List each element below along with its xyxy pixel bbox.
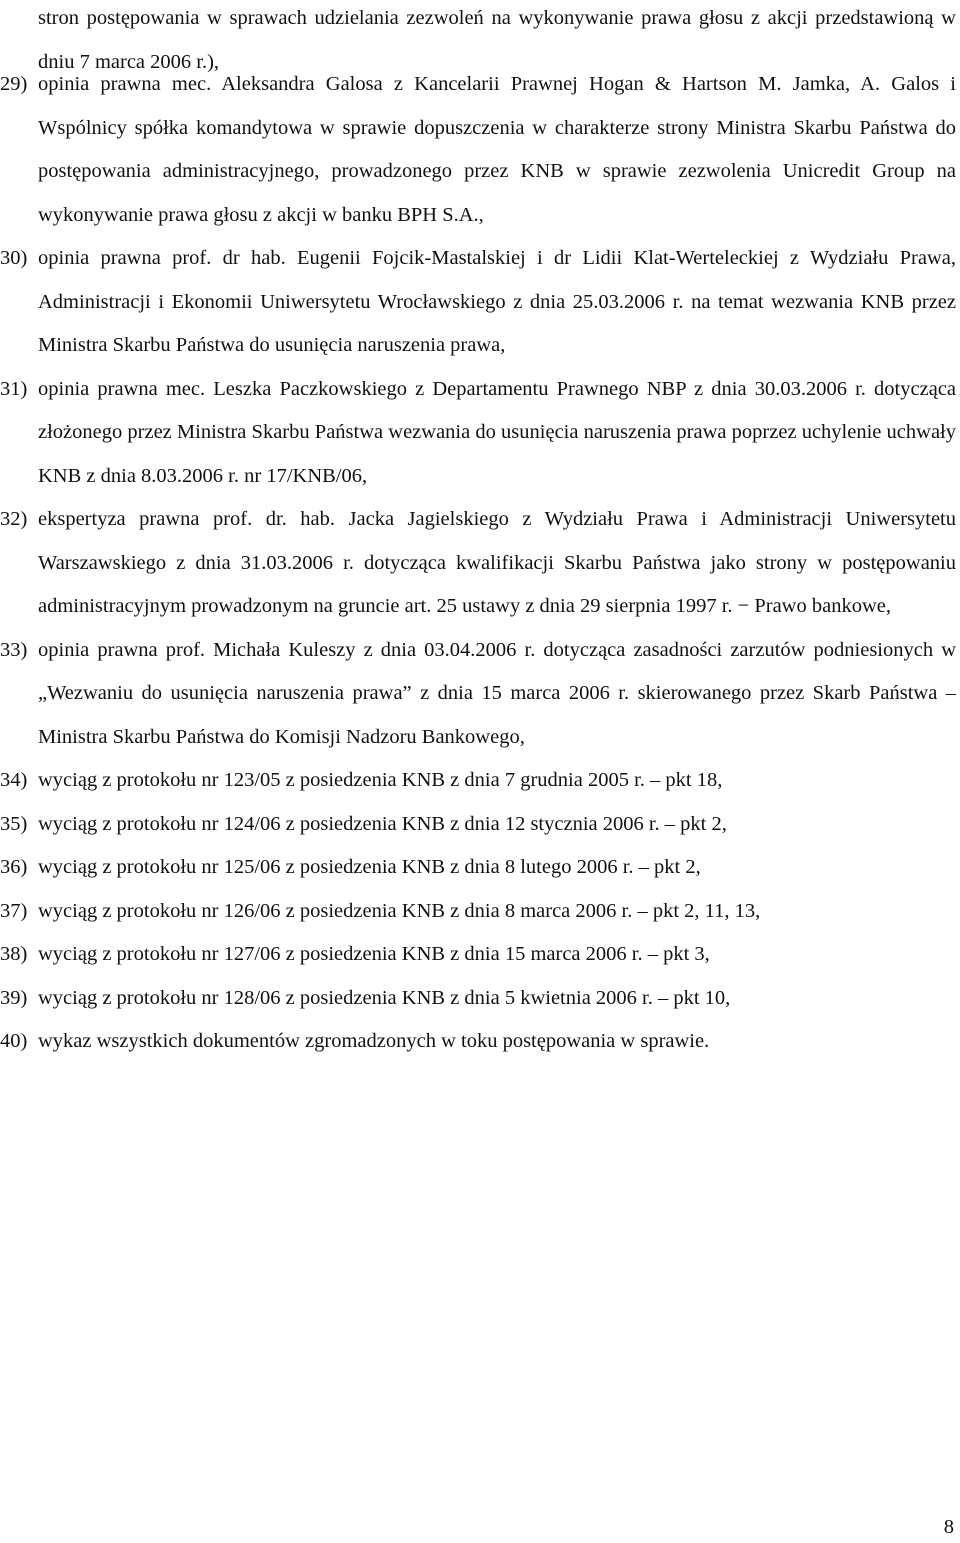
list-item-number: 36) bbox=[0, 856, 28, 878]
list-item-number: 37) bbox=[0, 899, 28, 922]
list-item-number: 40) bbox=[0, 1030, 28, 1052]
list-item-text: opinia prawna prof. dr hab. Eugenii Fojcik-Mastalskiej i dr Lidii Klat-Werteleckiej z Wydziału Prawa, Administracji i Ekonomii Uniwersytetu Wrocławskiego z dnia 25.03.2006 r. na temat wezwania KNB przez Ministra Skarbu Państwa do usunięcia naruszenia prawa, bbox=[38, 247, 956, 356]
page-number: 8 bbox=[943, 1516, 954, 1538]
list-item-number: 35) bbox=[0, 812, 28, 835]
list-item-text: wyciąg z protokołu nr 127/06 z posiedzenia KNB z dnia 15 marca 2006 r. – pkt 3, bbox=[38, 943, 710, 965]
list-item bbox=[0, 368, 956, 499]
continuation-paragraph: stron postępowania w sprawach udzielania zezwoleń na wykonywanie prawa głosu z akcji przedstawioną w dniu 7 marca 2006 r.), bbox=[38, 7, 956, 73]
list-item bbox=[0, 933, 956, 977]
list-item-text: wyciąg z protokołu nr 126/06 z posiedzenia KNB z dnia 8 marca 2006 r. – pkt 2, 11, 13, bbox=[38, 899, 761, 922]
list-item-text: opinia prawna mec. Leszka Paczkowskiego z Departamentu Prawnego NBP z dnia 30.03.2006 r. dotycząca złożonego przez Ministra Skarbu Państwa wezwania do usunięcia naruszenia prawa poprzez uchylenie uchwały KNB z dnia 8.03.2006 r. nr 17/KNB/06, bbox=[38, 377, 956, 487]
list-item-text: ekspertyza prawna prof. dr. hab. Jacka Jagielskiego z Wydziału Prawa i Administracji Uniwersytetu Warszawskiego z dnia 31.03.2006 r. dotycząca kwalifikacji Skarbu Państwa jako strony w postępowaniu administracyjnym prowadzonym na gruncie art. 25 ustawy z dnia 29 sierpnia 1997 r. − Prawo bankowe, bbox=[38, 508, 956, 617]
list-item bbox=[0, 890, 956, 934]
list-item bbox=[0, 1020, 956, 1064]
list-item-text: opinia prawna mec. Aleksandra Galosa z Kancelarii Prawnej Hogan & Hartson M. Jamka, A. Galos i Wspólnicy spółka komandytowa w sprawie dopuszczenia w charakterze strony Ministra Skarbu Państwa do postępowania administracyjnego, prowadzonego przez KNB w sprawie zezwolenia Unicredit Group na wykonywanie prawa głosu z akcji w banku BPH S.A., bbox=[38, 73, 956, 226]
list-item-number: 29) bbox=[0, 73, 28, 95]
list-item-number: 39) bbox=[0, 986, 28, 1009]
list-item-number: 31) bbox=[0, 377, 28, 400]
list-item bbox=[0, 629, 956, 760]
list-item-number: 32) bbox=[0, 508, 28, 530]
list-item-text: wyciąg z protokołu nr 123/05 z posiedzenia KNB z dnia 7 grudnia 2005 r. – pkt 18, bbox=[38, 769, 723, 791]
list-item-text: wyciąg z protokołu nr 124/06 z posiedzenia KNB z dnia 12 stycznia 2006 r. – pkt 2, bbox=[38, 812, 727, 835]
list-item bbox=[0, 803, 956, 847]
list-item-text: wyciąg z protokołu nr 128/06 z posiedzenia KNB z dnia 5 kwietnia 2006 r. – pkt 10, bbox=[38, 986, 731, 1009]
list-item-number: 34) bbox=[0, 769, 28, 791]
document-list bbox=[0, 63, 956, 1064]
list-item bbox=[0, 237, 956, 368]
list-item-number: 33) bbox=[0, 638, 28, 661]
list-item-text: wyciąg z protokołu nr 125/06 z posiedzenia KNB z dnia 8 lutego 2006 r. – pkt 2, bbox=[38, 856, 701, 878]
list-item-number: 38) bbox=[0, 943, 28, 965]
list-item-text: wykaz wszystkich dokumentów zgromadzonych w toku postępowania w sprawie. bbox=[38, 1030, 710, 1052]
list-item-text: opinia prawna prof. Michała Kuleszy z dnia 03.04.2006 r. dotycząca zasadności zarzutów podniesionych w „Wezwaniu do usunięcia naruszenia prawa” z dnia 15 marca 2006 r. skierowanego przez Skarb Państwa – Ministra Skarbu Państwa do Komisji Nadzoru Bankowego, bbox=[38, 638, 956, 748]
list-item bbox=[0, 498, 956, 629]
list-item bbox=[0, 759, 956, 803]
list-item-number: 30) bbox=[0, 247, 28, 269]
list-item bbox=[0, 846, 956, 890]
list-item bbox=[0, 63, 956, 237]
list-item bbox=[0, 977, 956, 1021]
